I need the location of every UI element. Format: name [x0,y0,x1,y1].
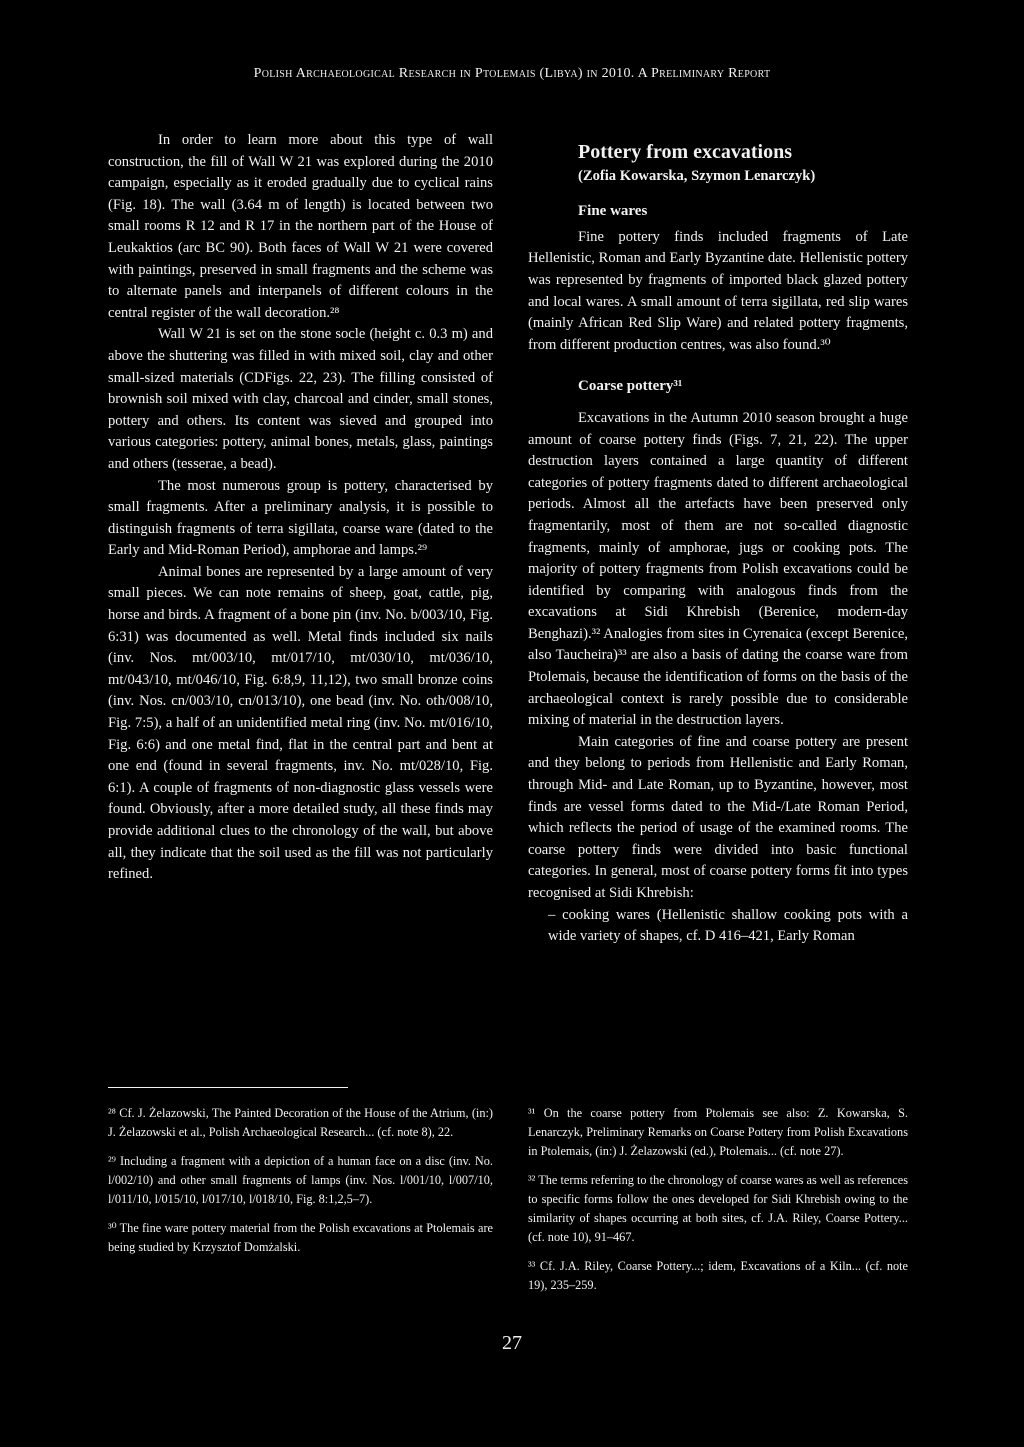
right-column [528,130,908,948]
footnote: ³² The terms referring to the chronology of coarse wares as well as references to specific forms follow the ones developed for Sidi Khrebish owing to the similarity of shapes occurring at both sites, cf. J.A. Riley, Coarse Pottery... (cf. note 10), 91–467. [528,1173,908,1244]
footnote: ³³ Cf. J.A. Riley, Coarse Pottery...; idem, Excavations of a Kiln... (cf. note 19), 235–259. [528,1259,908,1292]
subsection-title-coarse-pottery: Coarse pottery³¹ [578,378,683,395]
footnote: ³⁰ The fine ware pottery material from the Polish excavations at Ptolemais are being studied by Krzysztof Domżalski. [108,1221,493,1254]
page-number: 27 [502,1332,522,1354]
footnote: ³¹ On the coarse pottery from Ptolemais see also: Z. Kowarska, S. Lenarczyk, Preliminary Remarks on Coarse Pottery from Polish Excavations in Ptolemais, (in:) J. Żelazowski (ed.), Ptolemais... (cf. note 27). [528,1106,908,1158]
list-item: – cooking wares (Hellenistic shallow cooking pots with a wide variety of shapes, cf. D 416–421, Early Roman [548,906,908,945]
paragraph: Animal bones are represented by a large amount of very small pieces. We can note remains of sheep, goat, cattle, pig, horse and birds. A fragment of a bone pin (inv. No. b/003/10, Fig. 6:31) was documented as well. Metal finds included six nails (inv. Nos. mt/003/10, mt/017/10, mt/030/10, mt/036/10, mt/043/10, mt/046/10, Fig. 6:8,9, 11,12), two small bronze coins (inv. Nos. cn/003/10, cn/013/10), one bead (inv. No. oth/008/10, Fig. 7:5), a half of an unidentified metal ring (inv. No. mt/016/10, Fig. 6:6) and one metal find, flat in the central part and bent at one end (found in several fragments, inv. No. mt/028/10, Fig. 6:1). A couple of fragments of non-diagnostic glass vessels were found. Obviously, after a more detailed study, all these finds may provide additional clues to the chronology of the wall, but above all, they indicate that the soil used as the fill was not particularly refined. [108,563,493,883]
paragraph: The most numerous group is pottery, characterised by small fragments. After a preliminary analysis, it is possible to distinguish fragments of terra sigillata, coarse ware (dated to the Early and Mid-Roman Period), amphorae and lamps.²⁹ [108,477,493,559]
paragraph: Main categories of fine and coarse pottery are present and they belong to periods from Hellenistic and Early Roman, through Mid- and Late Roman, up to Byzantine, however, most finds are vessel forms dated to the Mid-/Late Roman Period, which reflects the period of usage of the examined rooms. The coarse pottery finds were divided into basic functional categories. In general, most of coarse pottery forms fit into types recognised at Sidi Khrebish: [528,733,908,901]
subsection-title-fine-wares: Fine wares [578,203,648,220]
footnotes-left [108,1104,493,1267]
footnote-rule [108,1087,348,1088]
running-head: Polish Archaeological Research in Ptolemais (Libya) in 2010. A Preliminary Report [253,66,771,81]
paragraph: Excavations in the Autumn 2010 season brought a huge amount of coarse pottery finds (Figs. 7, 21, 22). The upper destruction layers contained a large quantity of different categories of pottery fragments dated to different archaeological periods. Almost all the artefacts have been preserved only fragmentarily, most of them are not so-called diagnostic fragments, mainly of amphorae, jugs or cooking pots. The majority of pottery fragments from Polish excavations could be identified by comparing with analogous finds from the excavations at Sidi Khrebish (Berenice, modern-day Benghazi).³² Analogies from sites in Cyrenaica (except Berenice, also Taucheira)³³ are also a basis of dating the coarse ware from Ptolemais, because the identification of forms on the basis of the archaeological context is rarely possible due to considerable mixing of material in the destruction layers. [528,409,908,729]
left-column [108,130,493,886]
paragraph: In order to learn more about this type of wall construction, the fill of Wall W 21 was explored during the 2010 campaign, especially as it eroded gradually due to cyclical rains (Fig. 18). The wall (3.64 m of length) is located between two small rooms R 12 and R 17 in the northern part of the House of Leukaktios (arc BC 90). Both faces of Wall W 21 were covered with paintings, preserved in small fragments and the scheme was to alternate panels and interpanels of different colours in the central register of the wall decoration.²⁸ [108,132,493,321]
section-authors: (Zofia Kowarska, Szymon Lenarczyk) [578,167,816,184]
paragraph: Fine pottery finds included fragments of Late Hellenistic, Roman and Early Byzantine date. Hellenistic pottery was represented by fragments of imported black glazed pottery and local wares. A small amount of terra sigillata, red slip wares (mainly African Red Slip Ware) and related pottery fragments, from different production centres, was also found.³⁰ [528,228,908,353]
footnote: ²⁹ Including a fragment with a depiction of a human face on a disc (inv. No. l/002/10) and other small fragments of lamps (inv. Nos. l/001/10, l/007/10, l/011/10, l/015/10, l/017/10, l/018/10, Fig. 8:1,2,5–7). [108,1154,493,1206]
footnotes-right [528,1104,908,1305]
paragraph: Wall W 21 is set on the stone socle (height c. 0.3 m) and above the shuttering was filled in with mixed soil, clay and other small-sized materials (CDFigs. 22, 23). The filling consisted of brownish soil mixed with clay, charcoal and cinder, small stones, pottery and others. Its content was sieved and grouped into various categories: pottery, animal bones, metals, glass, paintings and others (tesserae, a bead). [108,326,493,472]
section-title: Pottery from excavations [578,141,793,163]
footnote: ²⁸ Cf. J. Żelazowski, The Painted Decoration of the House of the Atrium, (in:) J. Żelazowski et al., Polish Archaeological Research... (cf. note 8), 22. [108,1106,493,1139]
